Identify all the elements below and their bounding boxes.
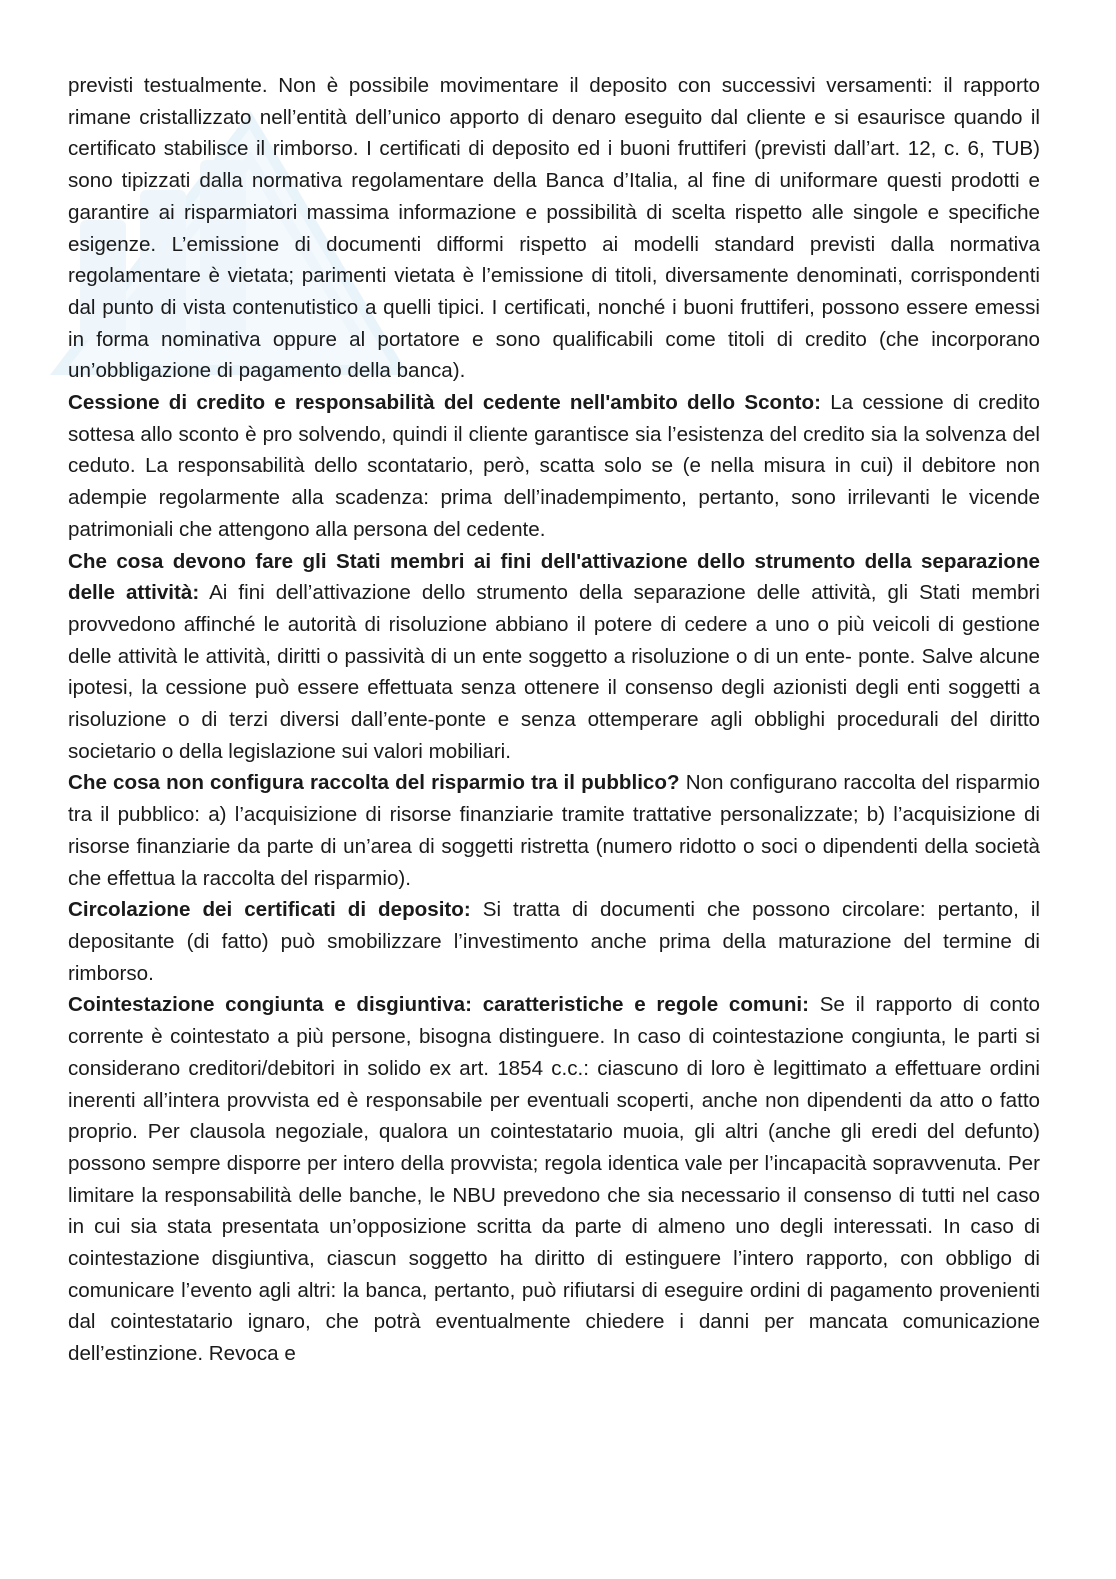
document-body xyxy=(68,70,1040,1370)
paragraph-text: Se il rapporto di conto corrente è cointestato a più persone, bisogna distinguere. In caso di cointestazione congiunta, le parti si considerano creditori/debitori in solido ex art. 1854 c.c.: ciascuno di loro è legittimato a effettuare ordini inerenti all’intera provvista ed è responsabile per eventuali scoperti, anche non dipendenti da atto o fatto proprio. Per clausola negoziale, qualora un cointestatario muoia, gli altri (anche gli eredi del defunto) possono sempre disporre per intero della provvista; regola identica vale per l’incapacità sopravvenuta. Per limitare la responsabilità delle banche, le NBU prevedono che sia necessario il consenso di tutti nel caso in cui sia stata presentata un’opposizione scritta da parte di almeno uno degli interessati. In caso di cointestazione disgiuntiva, ciascun soggetto ha diritto di estinguere l’intero rapporto, con obbligo di comunicare l’evento agli altri: la banca, pertanto, può rifiutarsi di eseguire ordini di pagamento provenienti dal cointestatario ignaro, che potrà eventualmente chiedere i danni per mancata comunicazione dell’estinzione. Revoca e xyxy=(68,993,1040,1366)
paragraph-text: Non configurano raccolta del risparmio tra il pubblico: a) l’acquisizione di risorse finanziarie tramite trattative personalizzate; b) l’acquisizione di risorse finanziarie da parte di un’area di soggetti ristretta (numero ridotto o soci o dipendenti della società che effettua la raccolta del risparmio). xyxy=(68,771,1040,890)
paragraph-heading: Circolazione dei certificati di deposito: xyxy=(68,898,471,922)
paragraph-raccolta-risparmio xyxy=(68,767,1040,894)
paragraph-heading: Che cosa non configura raccolta del risparmio tra il pubblico? xyxy=(68,771,680,795)
paragraph-heading: Cessione di credito e responsabilità del cedente nell'ambito dello Sconto: xyxy=(68,391,821,415)
paragraph-heading: Che cosa devono fare gli Stati membri ai fini dell'attivazione dello strumento della separazione delle attività: xyxy=(68,549,1040,605)
paragraph-text: Si tratta di documenti che possono circolare: pertanto, il depositante (di fatto) può smobilizzare l’investimento anche prima della maturazione del termine di rimborso. xyxy=(68,898,1040,985)
paragraph-cessione-credito xyxy=(68,387,1040,546)
paragraph-text: Ai fini dell’attivazione dello strumento della separazione delle attività, gli Stati membri provvedono affinché le autorità di risoluzione abbiano il potere di cedere a uno o più veicoli di gestione delle attività le attività, diritti o passività di un ente soggetto a risoluzione o di un ente- ponte. Salve alcune ipotesi, la cessione può essere effettuata senza ottenere il consenso degli azionisti degli enti soggetti a risoluzione o di terzi diversi dall’ente-ponte e senza ottemperare agli obblighi procedurali del diritto societario o della legislazione sui valori mobiliari. xyxy=(68,581,1040,763)
paragraph-text: previsti testualmente. Non è possibile movimentare il deposito con successivi versamenti: il rapporto rimane cristallizzato nell’entità dell’unico apporto di denaro eseguito dal cliente e si esaurisce quando il certificato stabilisce il rimborso. I certificati di deposito ed i buoni fruttiferi (previsti dall’art. 12, c. 6, TUB) sono tipizzati dalla normativa regolamentare della Banca d’Italia, al fine di uniformare questi prodotti e garantire ai risparmiatori massima informazione e possibilità di scelta rispetto alle singole e specifiche esigenze. L’emissione di documenti difformi rispetto ai modelli standard previsti dalla normativa regolamentare è vietata; parimenti vietata è l’emissione di titoli, diversamente denominati, corrispondenti dal punto di vista contenutistico a quelli tipici. I certificati, nonché i buoni fruttiferi, possono essere emessi in forma nominativa oppure al portatore e sono qualificabili come titoli di credito (che incorporano un’obbligazione di pagamento della banca). xyxy=(68,74,1040,383)
paragraph-cointestazione xyxy=(68,989,1040,1369)
paragraph-separazione-attivita xyxy=(68,546,1040,768)
paragraph-text: La cessione di credito sottesa allo sconto è pro solvendo, quindi il cliente garantisce sia l’esistenza del credito sia la solvenza del ceduto. La responsabilità dello scontatario, però, scatta solo se (e nella misura in cui) il debitore non adempie regolarmente alla scadenza: prima dell’inadempimento, pertanto, sono irrilevanti le vicende patrimoniali che attengono alla persona del cedente. xyxy=(68,391,1040,541)
paragraph-intro xyxy=(68,70,1040,387)
paragraph-circolazione-certificati xyxy=(68,894,1040,989)
paragraph-heading: Cointestazione congiunta e disgiuntiva: caratteristiche e regole comuni: xyxy=(68,993,809,1017)
